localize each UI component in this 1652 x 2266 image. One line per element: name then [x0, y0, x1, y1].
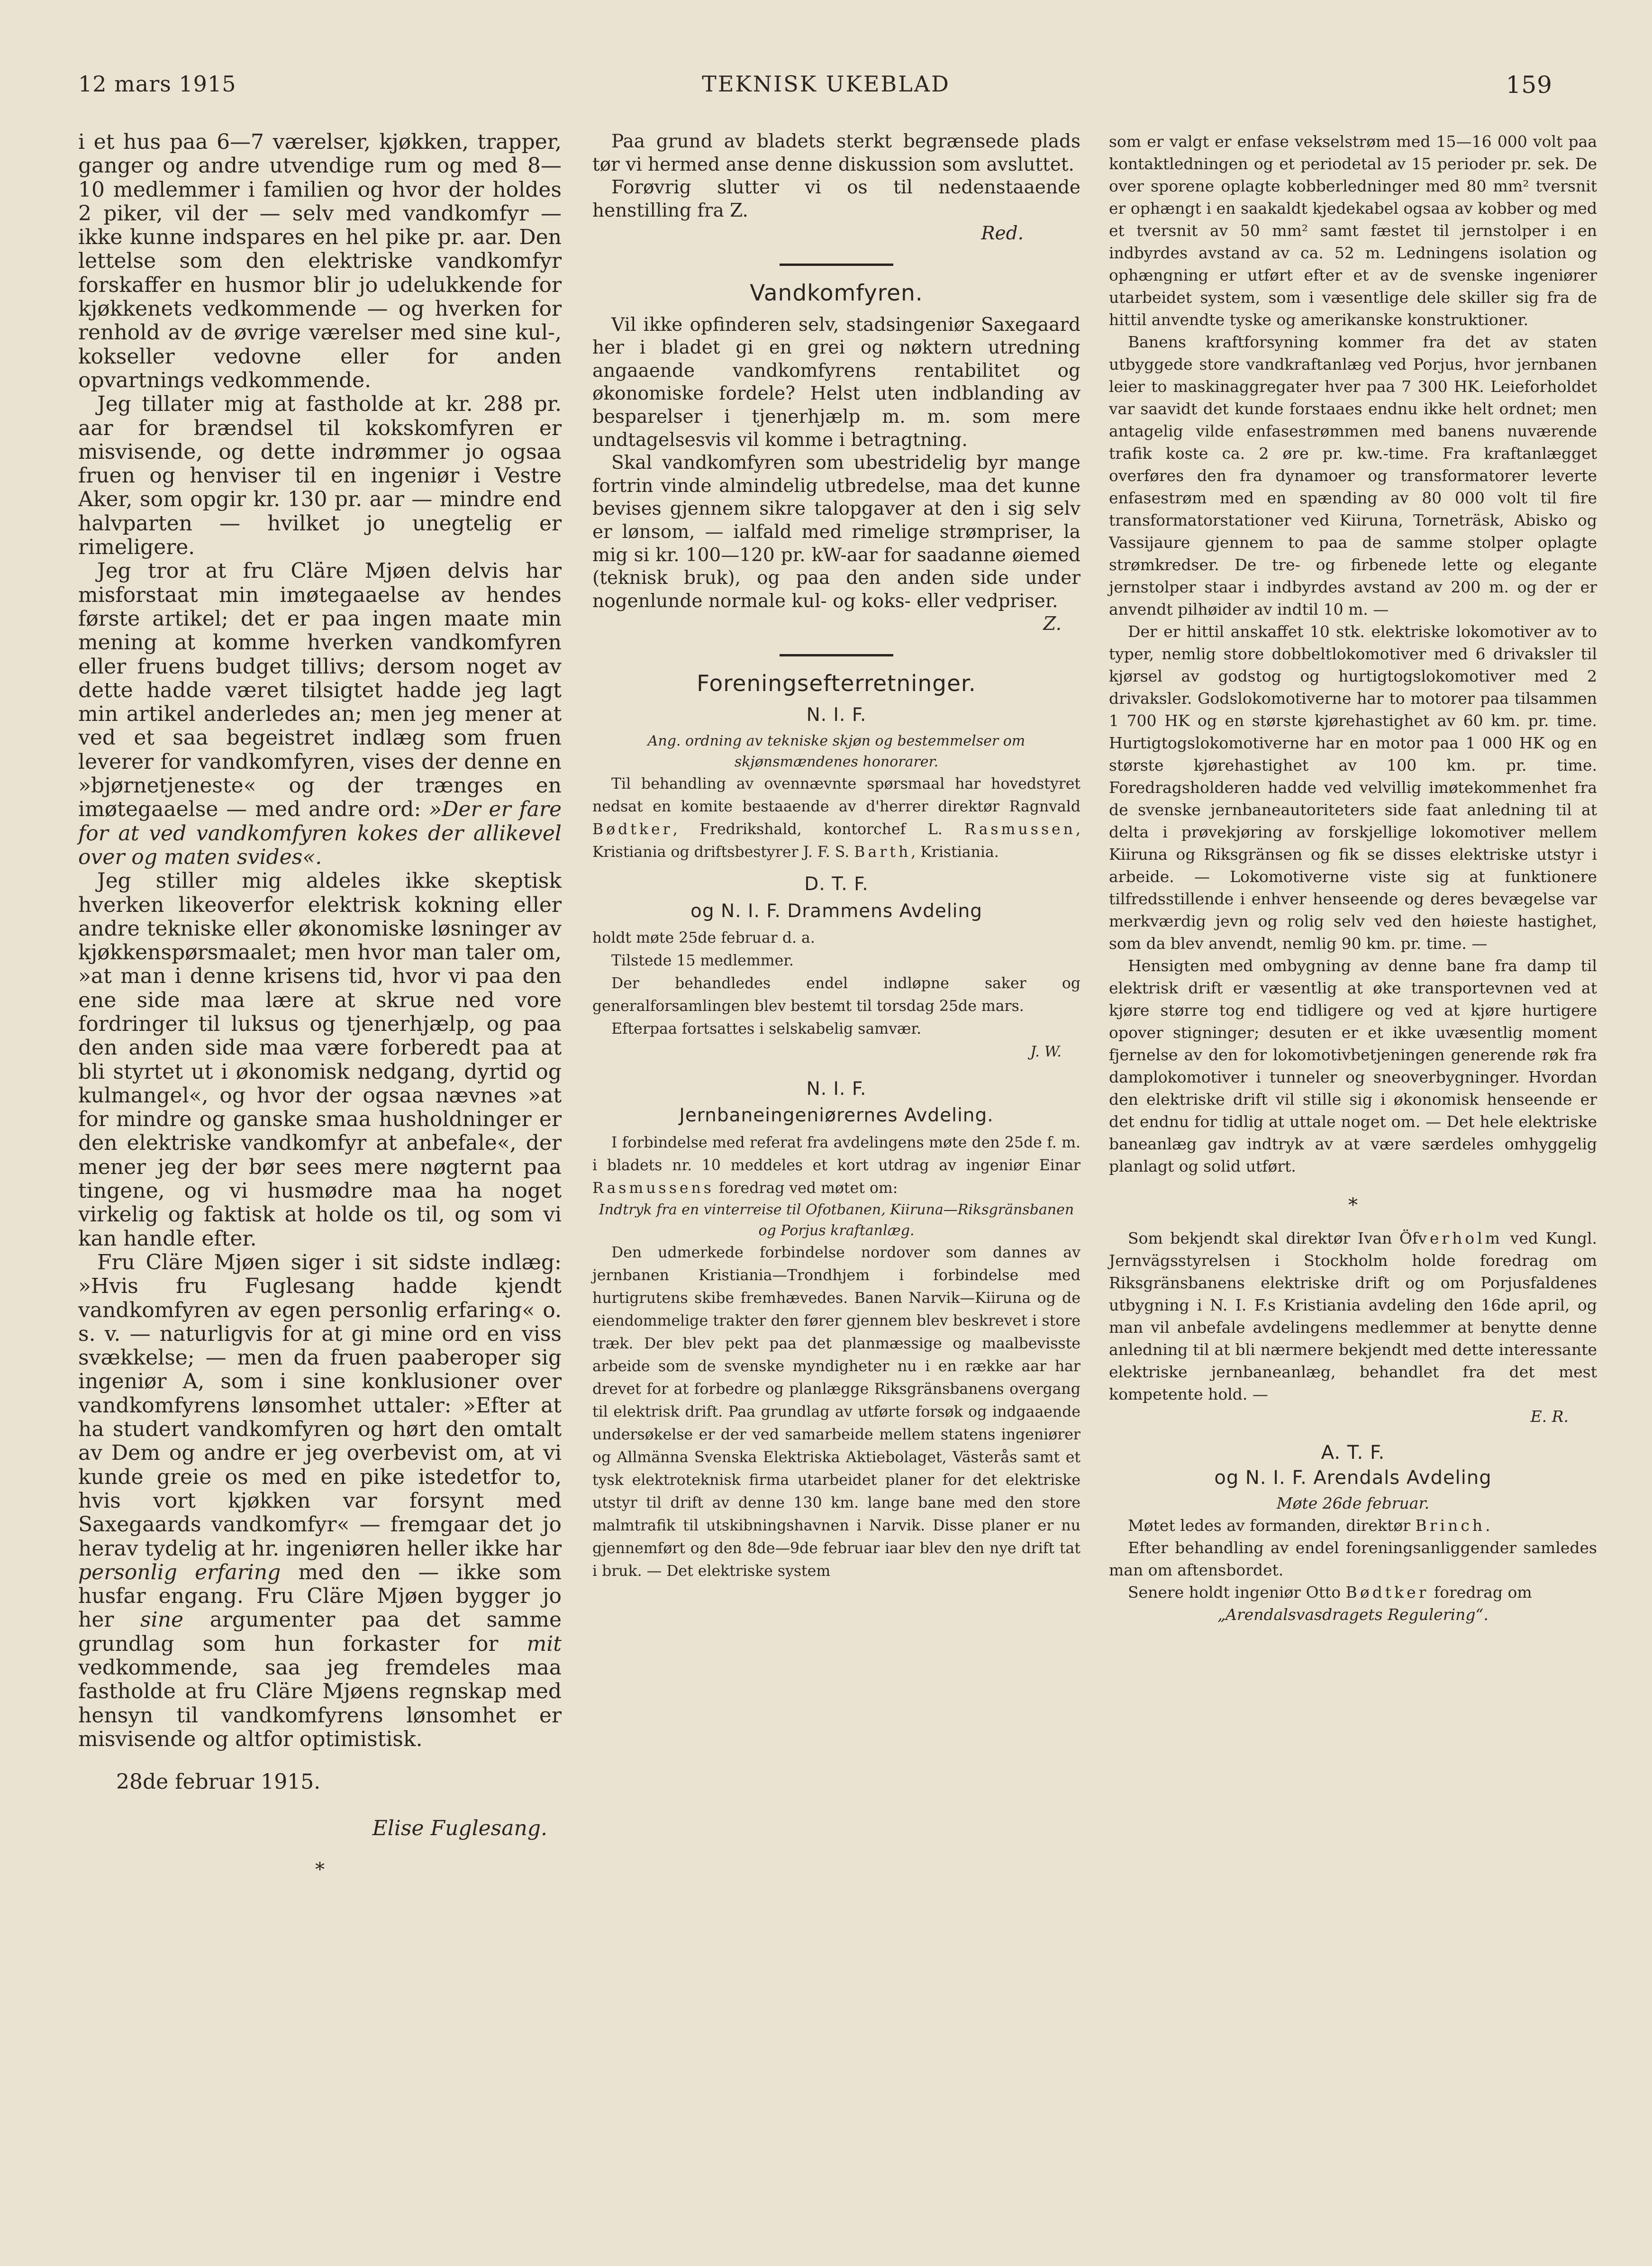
editor-signature: Red.: [981, 223, 1024, 245]
subsection-title: N. I. F.: [806, 704, 867, 726]
paragraph: Forøvrig slutter vi os til nedenstaaende henstilling fra Z.: [592, 177, 1080, 221]
person-name: verholm: [1418, 1229, 1503, 1247]
emphasis: personlig erfaring: [78, 1560, 281, 1584]
subsection-title: N. I. F.: [806, 1078, 867, 1100]
text: .: [1485, 1516, 1490, 1535]
text: vedkommende, saa jeg fremdeles maa fastholde at fru Cläre Mjøens regnskap med hensyn til vandkomfyrens lønsomhet er misvisende og altfor optimistisk.: [78, 1656, 562, 1751]
text: med den — ikke som husfar engang. Fru Cläre Mjøen bygger jo her: [78, 1560, 562, 1632]
emphasis: mit: [526, 1631, 562, 1656]
paragraph: Paa grund av bladets sterkt begrænsede plads tør vi hermed anse denne diskussion som avsluttet.: [592, 131, 1080, 175]
paragraph: Skal vandkomfyren som ubestridelig byr mange fortrin vinde almindelig utbredelse, maa det kunne bevises gjennem sikre talopgaver at den i sig selv er lønsom, — ialfald med rimelige strømpriser, la mig si kr. 100—120 pr. kW-aar for saadanne øiemed (teknisk bruk), og paa den anden side under nogenlunde normale kul- og koks- eller vedpriser.: [592, 452, 1080, 612]
paragraph: Banens kraftforsyning kommer fra det av staten utbyggede store vandkraftanlæg ved Porjus, hvor jernbanen leier to maskinaggregater hver paa 7 300 HK. Leieforholdet var saavidt det kunde forstaaes endnu ikke helt ordnet; men antagelig vilde enfasestrømmen med banens nuværende trafik koste ca. 2 øre pr. kw.-time. Fra kraftanlægget overføres den fra dynamoer og transformatorer leverte enfasestrøm med en spænding av 80 000 volt til fire transformatorstationer ved Kiiruna, Torneträsk, Abisko og Vassijaure gjennem to paa de samme stolper oplagte strømkredser. De tre- og firbenede lette og elegante jernstolper staar i indbyrdes avstand av 200 m. og der er anvendt pilhøider av indtil 10 m. —: [1109, 333, 1597, 619]
signature: Elise Fuglesang.: [372, 1816, 547, 1841]
text: ved Kungl. Jernvägsstyrelsen i Stockholm holde foredrag om Riksgränsbanens elektriske drift og om Porjusfaldenes utbygning i N. I. F.s Kristiania avdeling den 16de april, og man vil anbefale avdelingens medlemmer at benytte denne anledning til at bli nærmere bekjendt med dette interessante elektriske jernbaneanlæg, behandlet fra det mest kompetente hold. —: [1109, 1229, 1597, 1403]
paragraph: [592, 773, 1080, 864]
paragraph: [1109, 1514, 1597, 1537]
paragraph: Der behandledes endel indløpne saker og generalforsamlingen blev bestemt til torsdag 25de mars.: [592, 975, 1080, 1015]
text: foredrag om: [1434, 1583, 1532, 1602]
divider: [780, 654, 893, 656]
paragraph: Hensigten med ombygning av denne bane fra damp til elektrisk drift er væsentlig at øke transportevnen ved at kjøre større tog end tidligere og ved at kjøre hurtigere opover stigninger; desuten er et ikke uvæsentlig moment fjernelse av den for lokomotivbetjeningen generende røk fra damplokomotiver i tunneler og sneoverbygninger. Hvordan den elektriske drift vil stille sig i økonomisk henseende er det endnu for tidlig at uttale noget om. — Det hele elektriske baneanlæg gav indtryk av at være særdeles omhyggelig planlagt og solid utført.: [1109, 956, 1597, 1175]
text: Jeg tror at fru Cläre Mjøen delvis har misforstaat min imøtegaaelse av hendes første artikel; det er paa ingen maate min mening at komme hverken vandkomfyren eller fruens budget tillivs; dersom noget av dette hadde været tilsigtet hadde jeg lagt min artikel anderledes an; men jeg mener at ved et saa begeistret indlæg som fruen leverer for vandkomfyren, vises der denne en »bjørnetjeneste« og der trænges en imøtegaaelse — med andre ord:: [78, 559, 562, 822]
subsection-title: A. T. F.: [1321, 1442, 1385, 1464]
text: I forbindelse med referat fra avdelingens møte den 25de f. m. i bladets nr. 10 meddeles et kort utdrag av ingeniør Einar: [592, 1134, 1080, 1174]
paragraph: [1109, 1581, 1597, 1603]
asterisk-separator: *: [1348, 1194, 1358, 1216]
text: , Kristiania.: [911, 844, 999, 861]
text: Senere holdt ingeniør Otto: [1128, 1583, 1341, 1602]
paragraph: holdt møte 25de februar d. a.: [592, 929, 815, 947]
subsection-title: D. T. F.: [804, 874, 869, 895]
author-signature: J. W.: [1030, 1043, 1062, 1061]
asterisk-separator: *: [315, 1858, 325, 1881]
subsection-title: og N. I. F. Drammens Avdeling: [690, 900, 982, 922]
paragraph: Den udmerkede forbindelse nordover som dannes av jernbanen Kristiania—Trondhjem i forbindelse med hurtigrutens skibe fremhævedes. Banen Narvik—Kiiruna og de eiendommelige trakter den fører gjennem blev beskrevet i store træk. Der blev pekt paa det planmæssige og maalbevisste arbeide som de svenske myndigheter nu i en række aar har drevet for at forbedre og planlægge Riksgränsbanens overgang til elektrisk drift. Paa grundlag av utførte forsøk og indgaaende undersøkelse er der ved samarbeide mellem statens ingeniører og Allmänna Svenska Elektriska Aktiebolaget, Västerås samt et tysk elektroteknisk firma utarbeidet planer for det elektriske utstyr til drift av denne 130 km. lange bane med den store malmtrafik til utskibningshavnen i Narvik. Disse planer er nu gjennemført og den 8de—9de februar iaar blev den nye drift tat i bruk. — Det elektriske system: [592, 1244, 1080, 1580]
page-number: 159: [1506, 71, 1552, 99]
paragraph: Tilstede 15 medlemmer.: [611, 952, 794, 970]
paragraph: Der er hittil anskaffet 10 stk. elektriske lokomotiver av to typer, nemlig store dobbeltlokomotiver med 6 drivaksler til kjørsel av godstog og hurtigtogslokomotiver med 2 drivaksler. Godslokomotiverne har to motorer paa tilsammen 1 700 HK og en største kjørehastighet av 60 km. pr. time. Hurtigtogslokomotiverne har en motor paa 1 000 HK og en største kjørehastighet av 100 km. pr. time. Foredragsholderen hadde ved velvillig imøtekommenhet fra de svenske jernbaneautoriteters side faat anledning til at delta i prøvekjøring av forskjellige lokomotiver mellem Kiiruna og Riksgränsen og fik se disses elektriske utstyr i arbeide. — Lokomotiverne viste sig at funktionere tilfredsstillende i enhver henseende og deres bevægelse var merkværdig jevn og rolig selv ved den høieste hastighet, som da blev anvendt, nemlig 90 km. pr. time. —: [1109, 622, 1597, 953]
text: , Kristiania og driftsbestyrer J. F. S.: [592, 821, 1080, 861]
text: Som bekjendt skal direktør Ivan Öf: [1128, 1229, 1418, 1247]
section-title: Foreningsefterretninger.: [697, 670, 976, 697]
journal-title: TEKNISK UKEBLAD: [702, 71, 950, 97]
quote: »Der er fare for at ved vandkomfyren kokes der allikevel over og maten svides«.: [78, 797, 562, 869]
subsection-caption: Ang. ordning av tekniske skjøn og bestemmelser om skjønsmændenes honorarer.: [647, 733, 1026, 771]
column-right: [1109, 130, 1597, 1626]
paragraph: i et hus paa 6—7 værelser, kjøkken, trapper, ganger og andre utvendige rum og med 8—10 medlemmer i familien og hvor der holdes 2 piker, vil der — selv med vandkomfyr — ikke kunne indspares en hel pike pr. aar. Den lettelse som den elektriske vandkomfyr forskaffer en husmor blir jo udelukkende for kjøkkenets vedkommende — og hverken for renhold av de øvrige værelser med sine kul-, kokseller vedovne eller for anden opvartnings vedkommende.: [78, 130, 562, 392]
meeting-date: Møte 26de februar.: [1276, 1494, 1430, 1512]
person-name: Rasmussens: [592, 1180, 714, 1197]
paragraph: [1109, 1227, 1597, 1405]
column-left: [78, 130, 562, 1882]
talk-title: Indtryk fra en vinterreise til Ofotbanen, Kiiruna—Riksgränsbanen og Porjus kraftanlæg.: [599, 1201, 1074, 1239]
person-name: Brinch: [1415, 1516, 1486, 1535]
text: Fru Cläre Mjøen siger i sit sidste indlæg: »Hvis fru Fuglesang hadde kjendt vandkomfyren av egen personlig erfaring« o. s. v. — naturligvis for at gi mine ord en viss svækkelse; — men da fruen paaberoper sig ingeniør A, som i sine konklusioner over vandkomfyrens lønsomhet uttaler: »Efter at ha studert vandkomfyren og hørt den omtalt av Dem og andre er jeg overbevist om, at vi kunde greie os med en pike istedetfor to, hvis vort kjøkken var forsynt med Saxegaards vandkomfyr« — fremgaar det jo herav tydelig at hr. ingeniøren heller ikke har: [78, 1250, 562, 1561]
subsection-title: Jernbaneingeniørernes Avdeling.: [679, 1105, 994, 1127]
column-middle: [592, 130, 1080, 1583]
divider: [780, 264, 893, 266]
text: Møtet ledes av formanden, direktør: [1128, 1516, 1411, 1535]
person-name: Rasmussen: [964, 821, 1076, 838]
paragraph: som er valgt er enfase vekselstrøm med 15—16 000 volt paa kontaktledningen og et periodetal av 15 perioder pr. sek. De over sporene oplagte kobberledninger med 80 mm² tversnit er ophængt i en saakaldt kjedekabel ogsaa av kobber og med et tversnit av 50 mm² samt fæstet til jernstolper i en indbyrdes avstand av ca. 52 m. Ledningens isolation og ophængning er utført efter et av de svenske ingeniører utarbeidet system, som i væsentlige dele skiller sig fra de hittil anvendte tyske og amerikanske konstruktioner.: [1109, 132, 1597, 329]
paragraph: Vil ikke opfinderen selv, stadsingeniør Saxegaard her i bladet gi en grei og nøktern utredning angaaende vandkomfyrens rentabilitet og økonomiske fordele? Helst uten indblanding av besparelser i tjenerhjælp m. m. som mere undtagelsesvis vil komme i betragtning.: [592, 314, 1080, 451]
paragraph: Jeg tillater mig at fastholde at kr. 288 pr. aar for brændsel til kokskomfyren er misvisende, og dette indrømmer jo ogsaa fruen og henviser til en ingeniør i Vestre Aker, som opgir kr. 130 pr. aar — mindre end halvparten — hvilket jo unegtelig er rimeligere.: [78, 392, 562, 560]
paragraph: Jeg stiller mig aldeles ikke skeptisk hverken likeoverfor elektrisk kokning eller andre tekniske eller økonomiske løsninger av kjøkkenspørsmaalet; men hvor man taler om, »at man i denne krisens tid, hvor vi paa den ene side maa lære at skrue ned vore fordringer til luksus og tjenerhjælp, og paa den anden side maa være forberedt paa at bli styrtet ut i økonomisk nedgang, dyrtid og kulmangel«, og hvor der ogsaa nævnes »at for mindre og ganske smaa husholdninger er den elektriske vandkomfyr at anbefale«, der mener jeg der bør sees mere nøgternt paa tingene, og vi husmødre maa ha noget virkelig og faktisk at holde os til, og som vi kan handle efter.: [78, 869, 562, 1251]
person-name: Bødtker: [1345, 1583, 1429, 1602]
author-signature: E. R.: [1530, 1407, 1569, 1426]
paragraph: [78, 1251, 562, 1751]
header-date: 12 mars 1915: [78, 71, 236, 97]
paragraph: [592, 1131, 1080, 1200]
paragraph: [78, 559, 562, 869]
person-name: Barth: [854, 844, 911, 861]
paragraph: Efter behandling av endel foreningsanliggender samledes man om aftensbordet.: [1109, 1538, 1597, 1579]
text: argumenter paa det samme grundlag som hun forkaster for: [78, 1608, 562, 1656]
talk-title: „Arendalsvasdragets Regulering“.: [1217, 1605, 1489, 1624]
subsection-title: og N. I. F. Arendals Avdeling: [1214, 1467, 1492, 1489]
paragraph: Efterpaa fortsattes i selskabelig samvær.: [611, 1020, 922, 1038]
text: Til behandling av ovennævnte spørsmaal har hovedstyret nedsat en komite bestaaende av d'herrer direktør Ragnvald: [592, 775, 1080, 816]
article-title: Vandkomfyren.: [750, 280, 923, 306]
text: foredrag ved møtet om:: [718, 1180, 898, 1197]
author-signature: Z.: [1043, 613, 1062, 635]
letter-date: 28de februar 1915.: [116, 1770, 321, 1794]
emphasis: sine: [140, 1608, 184, 1632]
person-name: Bødtker: [592, 821, 673, 838]
text: , Fredrikshald, kontorchef L.: [672, 821, 943, 838]
